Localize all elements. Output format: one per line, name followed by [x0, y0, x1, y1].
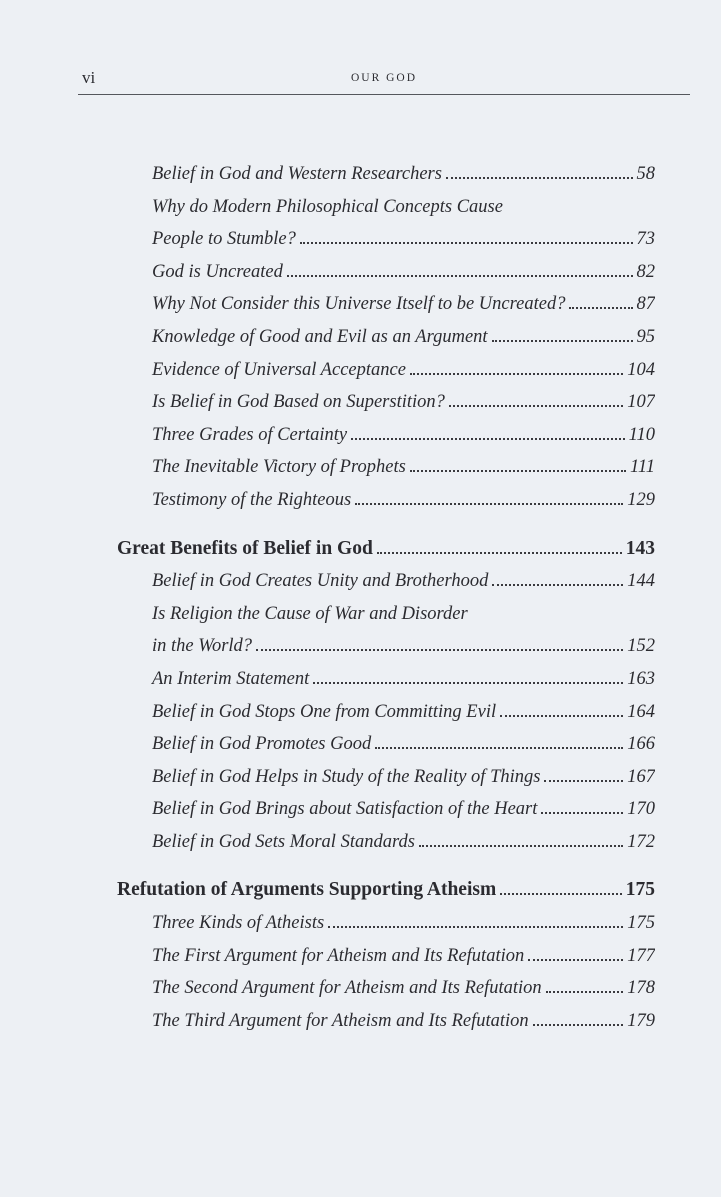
- toc-entry[interactable]: [117, 223, 655, 256]
- dot-leader: [377, 552, 622, 554]
- dot-leader: [492, 584, 623, 586]
- toc-entry[interactable]: [117, 826, 655, 859]
- toc-entry-title: Belief in God and Western Researchers: [152, 164, 442, 184]
- toc-entry-page: 167: [627, 766, 655, 787]
- toc-entry[interactable]: [117, 907, 655, 940]
- toc-entry[interactable]: [117, 598, 655, 631]
- toc-entry[interactable]: [117, 354, 655, 387]
- dot-leader: [500, 715, 623, 717]
- toc-entry-title: Belief in God Creates Unity and Brotherhood: [152, 571, 489, 592]
- toc-entry-page: 73: [636, 229, 655, 250]
- running-title: OUR GOD: [350, 72, 418, 84]
- toc-entry[interactable]: [117, 158, 655, 191]
- toc-entry-page: 82: [636, 261, 655, 282]
- toc-entry-page: 177: [627, 945, 655, 966]
- toc-entry-page: 164: [627, 701, 655, 722]
- toc-entry-page: 129: [627, 489, 655, 510]
- toc-entry-title: Is Belief in God Based on Superstition?: [152, 392, 445, 413]
- dot-leader: [544, 780, 623, 782]
- toc-section-heading[interactable]: [117, 874, 655, 907]
- toc-entry[interactable]: [117, 663, 655, 696]
- table-of-contents: [117, 158, 655, 1037]
- dot-leader: [492, 340, 633, 342]
- toc-entry[interactable]: [117, 288, 655, 321]
- dot-leader: [419, 845, 623, 847]
- toc-entry-page: 170: [627, 799, 655, 820]
- toc-entry-page: 95: [636, 326, 655, 347]
- dot-leader: [528, 959, 623, 961]
- toc-entry-title: Belief in God Helps in Study of the Reality of Things: [152, 766, 541, 787]
- toc-entry[interactable]: [117, 386, 655, 419]
- toc-entry-title: The First Argument for Atheism and Its Refutation: [152, 945, 525, 966]
- toc-entry[interactable]: [117, 565, 655, 598]
- dot-leader: [375, 747, 623, 749]
- toc-entry[interactable]: [117, 630, 655, 663]
- dot-leader: [351, 438, 625, 440]
- dot-leader: [355, 503, 623, 505]
- toc-entry[interactable]: [117, 761, 655, 794]
- toc-entry[interactable]: [117, 419, 655, 452]
- toc-section-page: 175: [625, 879, 655, 901]
- dot-leader: [410, 373, 623, 375]
- toc-entry[interactable]: [117, 696, 655, 729]
- toc-entry-title: Belief in God Brings about Satisfaction of the Heart: [152, 799, 538, 820]
- toc-entry-page: 163: [627, 668, 655, 689]
- toc-entry-page: 144: [627, 571, 655, 592]
- dot-leader: [256, 649, 623, 651]
- toc-entry-title: Knowledge of Good and Evil as an Argument: [152, 326, 488, 347]
- toc-entry-title: Three Kinds of Atheists: [152, 913, 325, 934]
- toc-entry[interactable]: [117, 484, 655, 517]
- toc-entry-title: Belief in God Promotes Good: [152, 734, 372, 755]
- toc-entry-title: Three Grades of Certainty: [152, 424, 348, 445]
- toc-entry[interactable]: [117, 728, 655, 761]
- toc-entry[interactable]: [117, 256, 655, 289]
- dot-leader: [533, 1024, 624, 1026]
- dot-leader: [446, 177, 633, 179]
- toc-entry-title: Belief in God Stops One from Committing Evil: [152, 701, 497, 722]
- toc-entry-title: The Inevitable Victory of Prophets: [152, 457, 406, 478]
- toc-entry[interactable]: [117, 321, 655, 354]
- dot-leader: [546, 991, 624, 993]
- toc-section-title: Great Benefits of Belief in God: [117, 537, 373, 559]
- toc-entry-title: The Third Argument for Atheism and Its Refutation: [152, 1010, 529, 1031]
- toc-entry[interactable]: [117, 191, 655, 224]
- toc-entry-page: 58: [636, 164, 655, 184]
- toc-entry-title: Testimony of the Righteous: [152, 489, 352, 510]
- toc-entry-page: 175: [627, 913, 655, 934]
- running-header: [78, 66, 690, 95]
- toc-section-page: 143: [625, 537, 655, 559]
- toc-section-title: Refutation of Arguments Supporting Atheism: [117, 879, 497, 901]
- toc-entry[interactable]: [117, 972, 655, 1005]
- dot-leader: [500, 893, 622, 895]
- toc-entry-title: God is Uncreated: [152, 261, 283, 282]
- toc-entry-page: 178: [627, 978, 655, 999]
- toc-entry[interactable]: [117, 793, 655, 826]
- dot-leader: [287, 275, 633, 277]
- toc-entry-page: 179: [627, 1010, 655, 1031]
- toc-entry-title: An Interim Statement: [152, 668, 310, 689]
- toc-entry-title: Evidence of Universal Acceptance: [152, 359, 406, 380]
- dot-leader: [300, 242, 633, 244]
- toc-entry[interactable]: [117, 1005, 655, 1038]
- dot-leader: [541, 812, 623, 814]
- toc-entry-title: Why do Modern Philosophical Concepts Cause: [152, 196, 503, 217]
- toc-entry-page: 110: [628, 424, 655, 445]
- toc-entry-page: 104: [627, 359, 655, 380]
- toc-entry[interactable]: [117, 940, 655, 973]
- toc-entry-page: 87: [636, 294, 655, 315]
- toc-entry-title: Is Religion the Cause of War and Disorder: [152, 603, 468, 624]
- toc-entry-page: 111: [629, 457, 655, 478]
- toc-entry-page: 152: [627, 636, 655, 657]
- toc-entry-page: 172: [627, 831, 655, 852]
- dot-leader: [569, 307, 632, 309]
- toc-section-heading[interactable]: [117, 533, 655, 566]
- toc-entry-page: 166: [627, 734, 655, 755]
- toc-entry-title: Why Not Consider this Universe Itself to be Uncreated?: [152, 294, 566, 315]
- dot-leader: [449, 405, 623, 407]
- page-number: vi: [82, 68, 96, 87]
- dot-leader: [328, 926, 623, 928]
- dot-leader: [313, 682, 623, 684]
- toc-entry-title: in the World?: [152, 636, 253, 657]
- toc-entry[interactable]: [117, 451, 655, 484]
- toc-entry-title: Belief in God Sets Moral Standards: [152, 831, 415, 852]
- toc-entry-title: People to Stumble?: [152, 229, 296, 250]
- toc-entry-page: 107: [627, 392, 655, 413]
- dot-leader: [410, 470, 626, 472]
- toc-entry-title: The Second Argument for Atheism and Its Refutation: [152, 978, 542, 999]
